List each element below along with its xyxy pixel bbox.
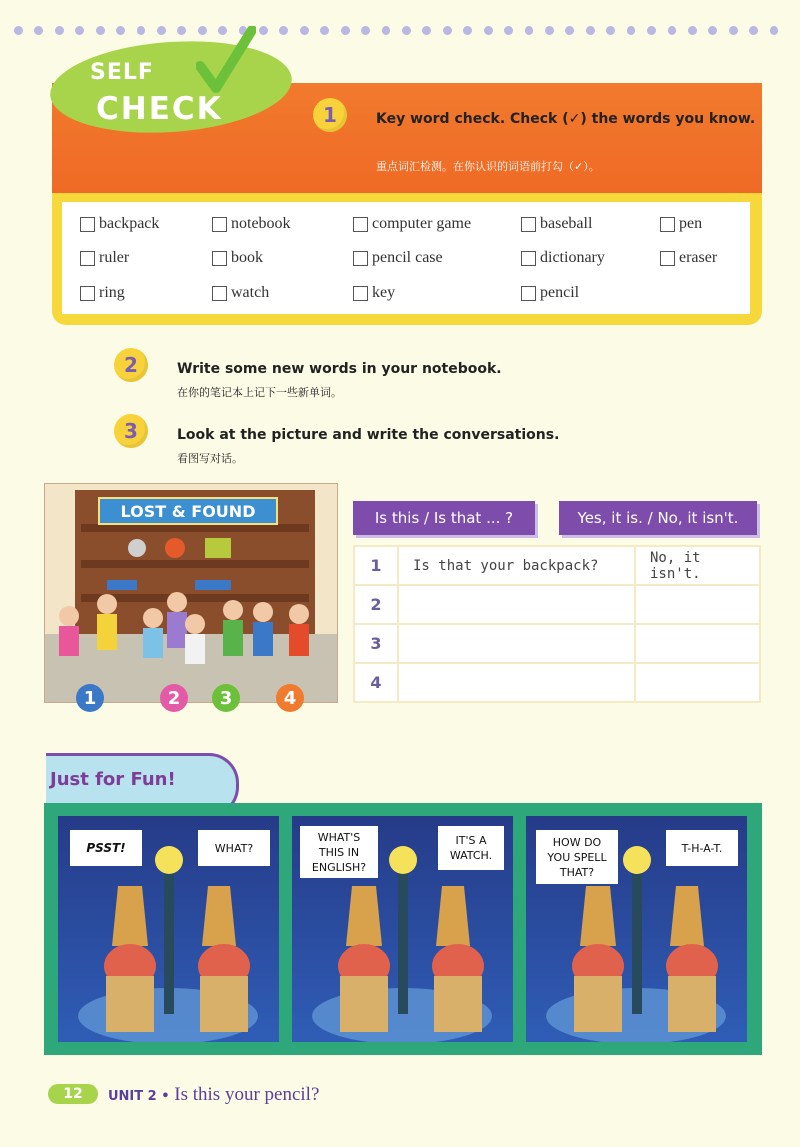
footer-title: Is this your pencil? xyxy=(174,1084,320,1105)
checkbox[interactable] xyxy=(80,286,95,301)
comic-strip xyxy=(44,803,762,1055)
table-row xyxy=(354,546,760,585)
footer-unit: UNIT 2 • xyxy=(108,1089,170,1104)
word-item[interactable]: ruler xyxy=(80,249,129,267)
question-cell[interactable] xyxy=(398,624,635,663)
word-item[interactable]: book xyxy=(212,249,263,267)
table-row xyxy=(354,663,760,702)
row-number: 2 xyxy=(354,585,398,624)
checkmark-icon xyxy=(196,26,256,96)
checkbox[interactable] xyxy=(80,217,95,232)
word-item[interactable]: dictionary xyxy=(521,249,605,267)
word-item[interactable]: key xyxy=(353,284,395,302)
checkbox[interactable] xyxy=(521,251,536,266)
answer-cell[interactable] xyxy=(635,624,760,663)
task3-chinese: 看图写对话。 xyxy=(177,452,243,465)
checkbox[interactable] xyxy=(212,286,227,301)
checkbox[interactable] xyxy=(353,217,368,232)
word-item[interactable]: pen xyxy=(660,215,702,233)
question-header: Is this / Is that ... ? xyxy=(353,501,535,535)
checkbox[interactable] xyxy=(660,217,675,232)
answer-cell[interactable] xyxy=(635,663,760,702)
row-number: 4 xyxy=(354,663,398,702)
question-cell[interactable] xyxy=(398,663,635,702)
task1-instruction: Key word check. Check (✓) the words you know. xyxy=(376,111,756,127)
speech-bubble-left: PSST! xyxy=(70,830,142,866)
word-item[interactable]: backpack xyxy=(80,215,159,233)
word-item[interactable]: watch xyxy=(212,284,269,302)
word-item[interactable]: pencil xyxy=(521,284,579,302)
word-item[interactable]: eraser xyxy=(660,249,717,267)
checkbox[interactable] xyxy=(521,286,536,301)
answer-header: Yes, it is. / No, it isn't. xyxy=(559,501,757,535)
picture-label-4: 4 xyxy=(276,684,304,712)
conversation-table xyxy=(353,545,761,703)
task3-number: 3 xyxy=(114,414,148,448)
speech-bubble-left: HOW DO YOU SPELL THAT? xyxy=(536,830,618,884)
word-item[interactable]: pencil case xyxy=(353,249,443,267)
row-number: 3 xyxy=(354,624,398,663)
dotted-border xyxy=(14,26,790,40)
checkbox[interactable] xyxy=(521,217,536,232)
just-for-fun-title: Just for Fun! xyxy=(50,769,176,790)
speech-bubble-left: WHAT'S THIS IN ENGLISH? xyxy=(300,826,378,878)
question-cell[interactable] xyxy=(398,585,635,624)
comic-panel-3 xyxy=(526,816,747,1042)
task2-number: 2 xyxy=(114,348,148,382)
lost-and-found-picture xyxy=(44,483,338,703)
word-item[interactable]: computer game xyxy=(353,215,471,233)
page-number: 12 xyxy=(48,1084,98,1104)
table-row xyxy=(354,624,760,663)
check-label: CHECK xyxy=(96,91,223,127)
question-cell[interactable]: Is that your backpack? xyxy=(398,546,635,585)
task2-chinese: 在你的笔记本上记下一些新单词。 xyxy=(177,386,342,399)
word-item[interactable]: baseball xyxy=(521,215,592,233)
checkbox[interactable] xyxy=(212,217,227,232)
checkbox[interactable] xyxy=(353,251,368,266)
picture-label-1: 1 xyxy=(76,684,104,712)
task3-instruction: Look at the picture and write the conversations. xyxy=(177,427,560,443)
self-label: SELF xyxy=(90,60,154,85)
comic-panel-1 xyxy=(58,816,279,1042)
speech-bubble-right: WHAT? xyxy=(198,830,270,866)
answer-cell[interactable]: No, it isn't. xyxy=(635,546,760,585)
speech-bubble-right: T-H-A-T. xyxy=(666,830,738,866)
checkbox[interactable] xyxy=(80,251,95,266)
comic-panel-2 xyxy=(292,816,513,1042)
lost-and-found-sign: LOST & FOUND xyxy=(120,502,256,521)
speech-bubble-right: IT'S A WATCH. xyxy=(438,826,504,870)
task2-instruction: Write some new words in your notebook. xyxy=(177,361,502,377)
task1-number: 1 xyxy=(313,98,347,132)
word-item[interactable]: ring xyxy=(80,284,125,302)
word-item[interactable]: notebook xyxy=(212,215,291,233)
task1-chinese: 重点词汇检测。在你认识的词语前打勾（✓）。 xyxy=(376,160,600,173)
picture-label-2: 2 xyxy=(160,684,188,712)
picture-label-3: 3 xyxy=(212,684,240,712)
table-row xyxy=(354,585,760,624)
checkbox[interactable] xyxy=(353,286,368,301)
checkbox[interactable] xyxy=(660,251,675,266)
checkbox[interactable] xyxy=(212,251,227,266)
answer-cell[interactable] xyxy=(635,585,760,624)
lost-and-found-illustration xyxy=(45,484,337,702)
row-number: 1 xyxy=(354,546,398,585)
footer xyxy=(108,1084,319,1106)
